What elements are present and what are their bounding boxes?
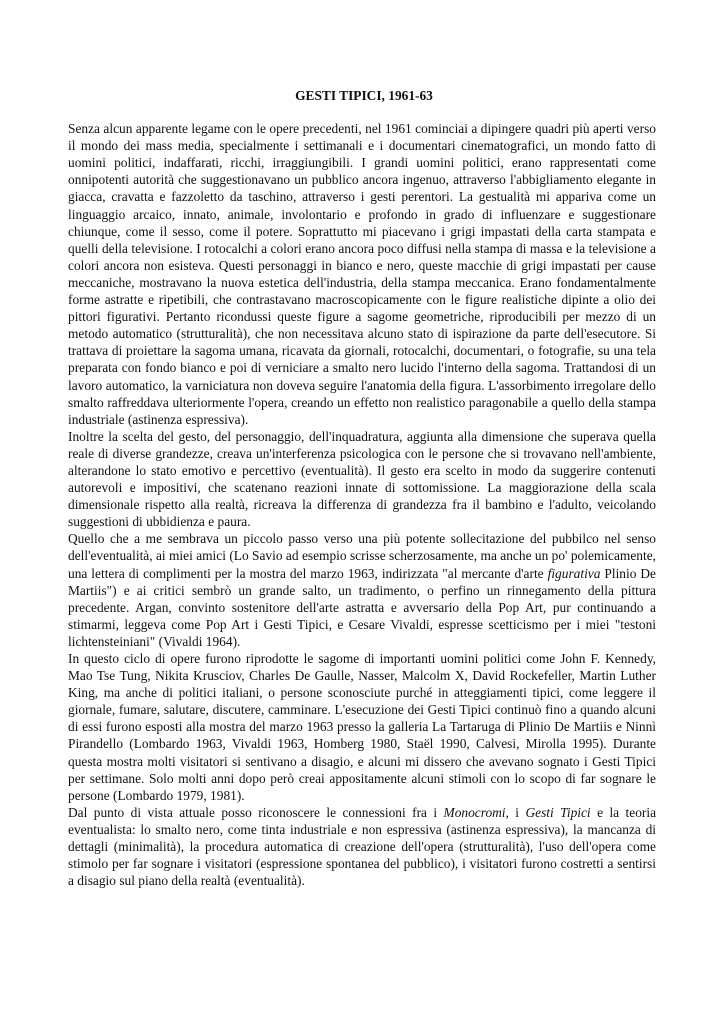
text-run: In questo ciclo di opere furono riprodotte le sagome di importanti uomini politici come John F. Kennedy, Mao Tse Tung, Nikita Krusciov, Charles De Gaulle, Nasser, Malcolm X, David Rockefeller, Martin Luther King, ma anche di politici italiani, o persone sconosciute purché in atteggiamenti tipici, come leggere il giornale, fumare, salutare, discutere, camminare. L'esecuzione dei Gesti Tipici continuò fino a quando alcuni di essi furono esposti alla mostra del marzo 1963 presso la galleria La Tartaruga di Plinio De Martiis e Ninnì Pirandello (Lombardo 1963, Vivaldi 1963, Homberg 1980, Staël 1990, Calvesi, Mirolla 1995). Durante questa mostra molti visitatori si sentivano a disagio, e alcuni mi dissero che avevano sognato i Gesti Tipici per settimane. Solo molti anni dopo però creai appositamente alcuni stimoli con lo scopo di far sognare le persone (Lombardo 1979, 1981). — [68, 651, 656, 803]
paragraph — [68, 428, 656, 531]
paragraph — [68, 804, 656, 889]
paragraph — [68, 530, 656, 650]
text-run: Senza alcun apparente legame con le opere precedenti, nel 1961 cominciai a dipingere quadri più aperti verso il mondo dei mass media, specialmente i settimanali e i documentari cinematografici, un mondo fatto di uomini politici, indaffarati, ricchi, irraggiungibili. I grandi uomini politici, erano rappresentati come onnipotenti autorità che suggestionavano un pubblico ancora ingenuo, attraverso l'abbigliamento elegante in giacca, cravatta e fazzoletto da taschino, attraverso i gesti perentori. La gestualità mi appariva come un linguaggio arcaico, innato, animale, involontario e profondo in grado di influenzare e suggestionare chiunque, come il sesso, come il potere. Soprattutto mi piacevano i grigi impastati della carta stampata e quelli della televisione. I rotocalchi a colori erano ancora poco diffusi nella stampa di massa e la televisione a colori ancora non esisteva. Questi personaggi in bianco e nero, queste macchie di grigi impastati per cause meccaniche, mostravano la nuova estetica dell'industria, della stampa meccanica. Erano fondamentalmente forme astratte e ripetibili, che contrastavano macroscopicamente con le figure realistiche dipinte a olio dei pittori figurativi. Pertanto ricondussi queste figure a sagome geometriche, riproducibili per mezzo di un metodo automatico (strutturalità), che non necessitava alcuno stato di ispirazione da parte dell'esecutore. Si trattava di proiettare la sagoma umana, ricavata da giornali, rotocalchi, documentari, o fotografie, su una tela preparata con fondo bianco e poi di verniciare a smalto nero lucido l'interno della sagoma. Trattandosi di un lavoro automatico, la varniciatura non doveva seguire l'anatomia della figura. L'assorbimento irregolare dello smalto raffreddava ulteriormente l'opera, creando un effetto non realistico paragonabile a quello della stampa industriale (astinenza espressiva). — [68, 121, 656, 427]
italic-text: Monocromi — [443, 804, 506, 820]
text-run: Quello che a me sembrava un piccolo passo verso una più potente sollecitazione del pubbilco nel senso dell'eventualità, ai miei amici (Lo Savio ad esempio scrisse scherzosamente, ma anche un po' polemicamente, una lettera di complimenti per la mostra del marzo 1963, indirizzata "al mercante d'arte — [68, 531, 656, 581]
text-run: Inoltre la scelta del gesto, del personaggio, dell'inquadratura, aggiunta alla dimensione che superava quella reale di diverse grandezze, creava un'interferenza psicologica con le persone che si trovavano nell'ambiente, alterandone lo stato emotivo e percettivo (eventualità). Il gesto era scelto in modo da suggerire contenuti autorevoli e impositivi, che scatenano reazioni innate di sottomissione. La maggiorazione della scala dimensionale rispetto alla realtà, ricreava la differenza di grandezza fra il bambino e l'adulto, veicolando suggestioni di ubbidienza e paura. — [68, 428, 656, 530]
text-run: , i — [505, 804, 526, 820]
document-title: GESTI TIPICI, 1961-63 — [295, 88, 433, 103]
text-run: Plinio De Martiis") e ai critici sembrò un grande salto, un tradimento, o perfino un rinnegamento della pittura precedente. Argan, convinto sostenitore dell'arte astratta e avversario della Pop Art, pur continuando a stimarmi, leggeva come Pop Art i Gesti Tipici, e Cesare Vivaldi, espresse scetticismo per i miei "testoni lichtensteiniani" (Vivaldi 1964). — [68, 565, 657, 649]
italic-text: figurativa — [547, 565, 601, 581]
document-page — [68, 87, 656, 889]
paragraph — [68, 650, 656, 804]
italic-text: Gesti Tipici — [525, 804, 591, 820]
paragraph — [68, 120, 656, 428]
text-run: Dal punto di vista attuale posso riconoscere le connessioni fra i — [68, 804, 444, 820]
text-run: e la teoria eventualista: lo smalto nero, come tinta industriale e non espressiva (astinenza espressiva), la mancanza di dettagli (minimalità), la procedura automatica di creazione dell'opera (strutturalità), l'uso dell'opera come stimolo per far sognare i visitatori (espressione spontanea del pubblico), i visitatori furono costretti a sentirsi a disagio sul piano della realtà (eventualità). — [68, 804, 657, 889]
document-body — [68, 120, 656, 889]
